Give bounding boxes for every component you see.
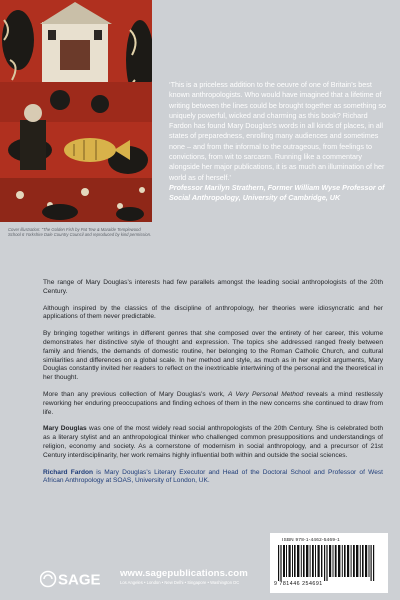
endorsement-attribution: Professor Marilyn Strathern, Former William Wyse Professor of Social Anthropology, University of Cambridge, UK: [169, 183, 385, 203]
blurb-body: [43, 279, 383, 494]
blurb-p4-pre: More than any previous collection of Mary Douglas’s work,: [43, 390, 228, 398]
sage-logo-icon: [40, 570, 120, 588]
editor-name: Richard Fardon: [43, 468, 94, 476]
svg-text:SAGE: SAGE: [58, 571, 101, 588]
author-name: Mary Douglas: [43, 425, 87, 433]
blurb-paragraph-4: [43, 391, 383, 417]
illustration-caption: Cover illustration: "The Golden Fish by Pat Tew & Maralde Templewood School 6 Yorkshire Dale Country Council and reproduced by kind permission.: [8, 227, 152, 238]
publisher-url[interactable]: www.sagepublications.com: [120, 568, 248, 579]
isbn-text: ISBN 978-1-4462-5469-1: [282, 537, 340, 542]
book-title: A Very Personal Method: [227, 390, 304, 398]
blurb-paragraph-3: By bringing together writings in different genres that she composed over the entirety of her career, this volume demonstrates her distinctive style of thought and expression. The topics she addressed ranged freely between family and friends, the demands of domestic routine, her belonging to the Roman Catholic Church, and cultural similarities and differences on a global scale. In her method and style, as much as in her explicit arguments, Mary Douglas constantly invited her readers to reflect on the inextricable intertwining of the personal and the theoretical in her thought.: [43, 330, 383, 382]
editor-bio: [43, 469, 383, 487]
publisher-cities: Los Angeles • London • New Delhi • Singapore • Washington DC: [120, 580, 240, 585]
blurb-p4-post: reveals a mind restlessly reworking her enduring preoccupations and finding echoes of them in the new concerns she continued to draw from life.: [43, 390, 383, 416]
barcode-number: 9 781446 254691: [274, 581, 323, 587]
cover-illustration: [0, 0, 152, 222]
barcode-bars-icon: [278, 545, 380, 581]
author-bio: [43, 425, 383, 460]
endorsement-quote: ‘This is a priceless addition to the oeuvre of one of Britain’s best known anthropologists. Who would have imagined that a lifetime of writing between the lines could be brought together as something so uniquely powerful, wicked and charming as this book? Richard Fardon has found Mary Douglas’s words in all kinds of places, in all states of preparedness, enrolling many audiences and sometimes none – and from the informal to the outrageous, from feelings to convictions, from wit to sarcasm. Running like a commentary alongside her major publications, it is as much an illumination of her world as of herself.’: [169, 80, 386, 182]
author-bio-text: was one of the most widely read social anthropologists of the 20th Century. She is celebrated both as a literary stylist and an anthropological thinker who challenged common presuppositions and understandings of religion, economy and society. As a cornerstone of modernism in social anthropology, and a precursor of 21st Century interdisciplinarity, her work remains highly influential both within and outside the social sciences.: [43, 425, 383, 459]
blurb-paragraph-2: Although inspired by the classics of the discipline of anthropology, her theories were idiosyncratic and her applications of them never predictable.: [43, 304, 383, 321]
isbn-barcode: [270, 533, 388, 593]
illustration-artwork: [0, 0, 152, 222]
blurb-paragraph-1: The range of Mary Douglas’s interests had few parallels amongst the leading social anthropologists of the 20th Century.: [43, 279, 383, 295]
editor-bio-text: is Mary Douglas’s Literary Executor and Head of the Doctoral School and Professor of West African Anthropology at SOAS, University of London, UK.: [43, 468, 383, 485]
